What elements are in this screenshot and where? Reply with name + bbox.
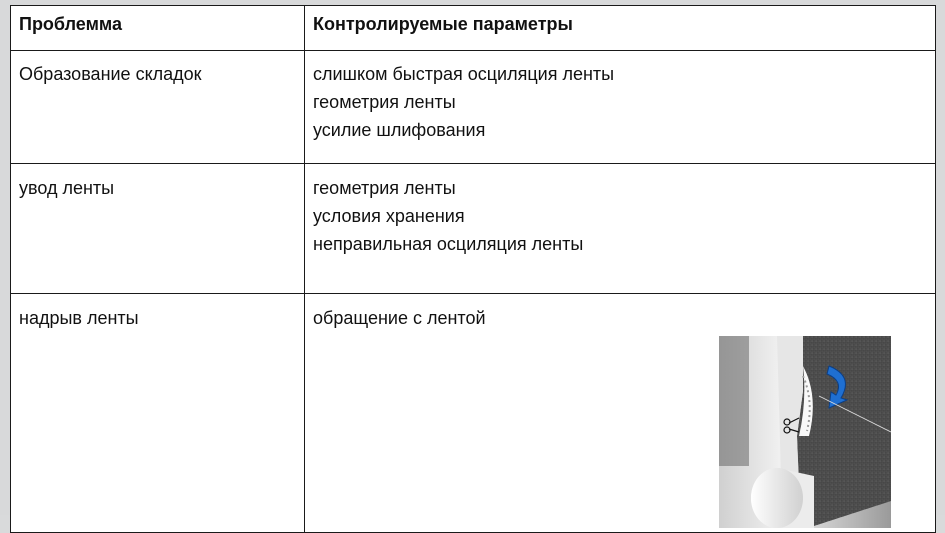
table-row	[11, 294, 936, 533]
problem-cell: увод ленты	[11, 164, 305, 294]
table-row	[11, 164, 936, 294]
problem-cell: Образование складок	[11, 51, 305, 164]
parameter-item: обращение с лентой	[313, 308, 486, 328]
parameters-cell	[305, 51, 936, 164]
parameter-item: условия хранения	[313, 206, 465, 226]
parameter-item: слишком быстрая осциляция ленты	[313, 64, 615, 84]
parameter-item: геометрия ленты	[313, 178, 456, 198]
parameters-cell	[305, 294, 936, 533]
table-row	[11, 51, 936, 164]
parameter-item: неправильная осциляция ленты	[313, 234, 584, 254]
parameter-item: геометрия ленты	[313, 92, 456, 112]
parameter-item: усилие шлифования	[313, 120, 486, 140]
header-parameters: Контролируемые параметры	[305, 6, 936, 51]
abrasive-belt-tear-icon	[719, 336, 891, 528]
problem-cell: надрыв ленты	[11, 294, 305, 533]
header-problem: Проблемма	[11, 6, 305, 51]
table-header-row	[11, 6, 936, 51]
parameters-cell	[305, 164, 936, 294]
problems-table	[10, 5, 936, 533]
